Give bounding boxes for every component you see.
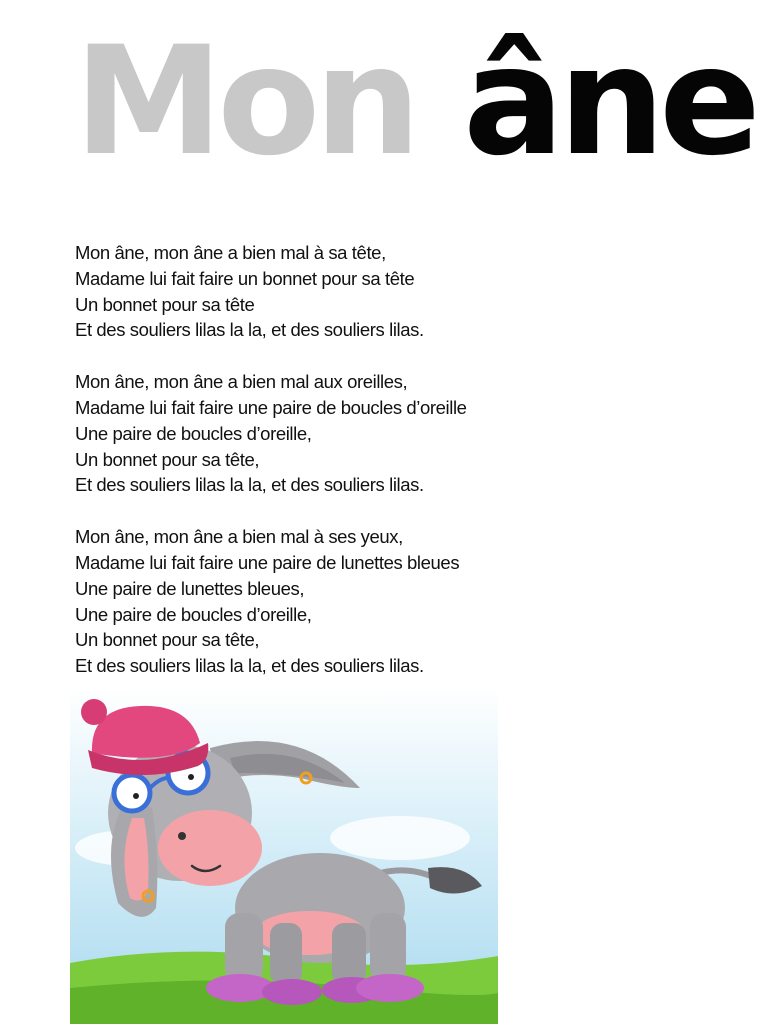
- lyric-line: Mon âne, mon âne a bien mal à ses yeux,: [75, 526, 403, 548]
- donkey-leg: [225, 913, 263, 983]
- lyric-line: Un bonnet pour sa tête,: [75, 629, 260, 651]
- lyric-line: Et des souliers lilas la la, et des souliers lilas.: [75, 655, 424, 677]
- donkey-illustration: [70, 688, 498, 1024]
- lyric-line: Un bonnet pour sa tête: [75, 293, 255, 315]
- lyric-line: Un bonnet pour sa tête,: [75, 448, 260, 470]
- glasses-lens: [114, 775, 150, 811]
- poem-lyrics: [75, 240, 535, 705]
- stanza-1: [75, 240, 535, 343]
- nostril: [178, 832, 186, 840]
- lyric-line: Une paire de boucles d’oreille,: [75, 422, 312, 444]
- donkey-leg: [270, 923, 302, 985]
- lyric-line: Et des souliers lilas la la, et des souliers lilas.: [75, 319, 424, 341]
- stanza-2: [75, 369, 535, 498]
- bonnet-pompom: [81, 699, 107, 725]
- lyric-line: Mon âne, mon âne a bien mal à sa tête,: [75, 242, 386, 263]
- lilac-shoe: [262, 979, 322, 1005]
- lyric-line: Mon âne, mon âne a bien mal aux oreilles,: [75, 371, 408, 393]
- title-word-mon: Mon: [74, 15, 416, 189]
- eye: [133, 793, 139, 799]
- donkey-muzzle: [158, 810, 262, 886]
- lyric-line: Madame lui fait faire une paire de boucles d’oreille: [75, 396, 467, 418]
- poem-title: [74, 15, 755, 189]
- lyric-line: Madame lui fait faire une paire de lunettes bleues: [75, 551, 460, 573]
- lyric-line: Une paire de lunettes bleues,: [75, 577, 305, 599]
- donkey-leg: [332, 923, 366, 985]
- donkey-leg: [370, 913, 406, 983]
- eye: [188, 774, 194, 780]
- stanza-3: [75, 524, 535, 679]
- title-word-ane: âne: [463, 15, 755, 189]
- cloud: [330, 816, 470, 860]
- lyric-line: Et des souliers lilas la la, et des souliers lilas.: [75, 474, 424, 496]
- lyric-line: Une paire de boucles d’oreille,: [75, 603, 312, 625]
- lyric-line: Madame lui fait faire un bonnet pour sa tête: [75, 267, 415, 289]
- lilac-shoe: [356, 974, 424, 1002]
